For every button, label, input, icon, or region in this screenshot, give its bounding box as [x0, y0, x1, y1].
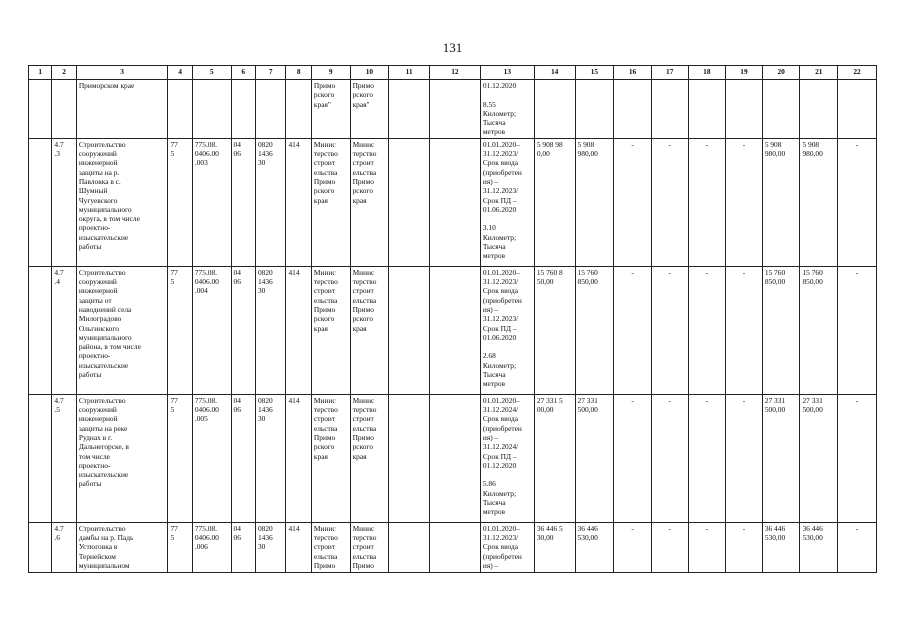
column-header-4: 4 — [168, 66, 192, 80]
table-cell: 5 908 98 0,00 — [534, 138, 575, 266]
table-cell: 0820 1436 30 — [255, 138, 286, 266]
column-header-21: 21 — [800, 66, 838, 80]
table-cell: Примо рского края" — [350, 80, 389, 139]
table-cell: 414 — [286, 138, 311, 266]
table-cell — [534, 80, 575, 139]
column-header-13: 13 — [480, 66, 534, 80]
table-cell — [726, 80, 763, 139]
table-cell: Строительство сооружений инженерной защиты на р. Павловка в с. Шумный Чугуевского муниципального округа, в том числе проектно- изыскательские работы — [76, 138, 168, 266]
table-cell: 04 06 — [231, 138, 255, 266]
table-cell: 27 331 500,00 — [800, 394, 838, 522]
table-cell: Минис терство строит ельства Примо — [311, 522, 350, 572]
table-cell: Строительство сооружений инженерной защиты на реке Руднах в г. Дальнегорске, в том числе проектно- изыскательские работы — [76, 394, 168, 522]
header-row — [29, 66, 877, 80]
table-cell — [29, 394, 52, 522]
table-cell: Строительство дамбы на р. Падь Устюговка в Тернейском муниципальном — [76, 522, 168, 572]
column-header-22: 22 — [838, 66, 877, 80]
table-cell: 0820 1436 30 — [255, 394, 286, 522]
table-cell — [29, 138, 52, 266]
table-cell — [762, 80, 800, 139]
table-cell: - — [726, 522, 763, 572]
table-cell: - — [838, 138, 877, 266]
table-cell: 0820 1436 30 — [255, 266, 286, 394]
table-cell: 36 446 530,00 — [762, 522, 800, 572]
table-cell: 4.7 .5 — [52, 394, 76, 522]
column-header-14: 14 — [534, 66, 575, 80]
table-cell: 15 760 8 50,00 — [534, 266, 575, 394]
table-cell: 01.01.2020– 31.12.2023/ Срок ввода (приобретен ия) – — [480, 522, 534, 572]
table-cell: - — [651, 394, 688, 522]
table-cell: - — [688, 138, 726, 266]
table-cell: 04 06 — [231, 394, 255, 522]
table-cell: - — [614, 394, 652, 522]
table-cell — [800, 80, 838, 139]
table-row — [29, 394, 877, 522]
table-cell: 27 331 5 00,00 — [534, 394, 575, 522]
table-cell — [429, 522, 480, 572]
table-cell — [29, 522, 52, 572]
table-cell — [389, 80, 430, 139]
table-cell: 0820 1436 30 — [255, 522, 286, 572]
table-cell: 4.7 .4 — [52, 266, 76, 394]
table-cell — [389, 394, 430, 522]
table-cell — [651, 80, 688, 139]
table-cell: 775.08. 0406.00 .003 — [192, 138, 231, 266]
table-cell: Минис терство строит ельства Примо рского края — [311, 138, 350, 266]
table-cell: - — [651, 138, 688, 266]
page-number: 131 — [442, 40, 463, 55]
table-cell: 77 5 — [168, 266, 192, 394]
table-cell: Минис терство строит ельства Примо рского края — [350, 138, 389, 266]
column-header-6: 6 — [231, 66, 255, 80]
table-cell — [429, 80, 480, 139]
table-cell: - — [838, 522, 877, 572]
table-cell: Минис терство строит ельства Примо рского края — [311, 266, 350, 394]
column-header-16: 16 — [614, 66, 652, 80]
budget-table — [28, 65, 877, 573]
table-cell — [255, 80, 286, 139]
table-cell: 77 5 — [168, 138, 192, 266]
table-cell: 15 760 850,00 — [575, 266, 614, 394]
column-header-20: 20 — [762, 66, 800, 80]
table-row — [29, 522, 877, 572]
table-row — [29, 80, 877, 139]
table-cell: - — [838, 394, 877, 522]
table-cell: - — [614, 266, 652, 394]
table-cell — [429, 394, 480, 522]
table-cell — [429, 138, 480, 266]
table-cell — [429, 266, 480, 394]
table-cell: 01.01.2020– 31.12.2024/ Срок ввода (приобретен ия) – 31.12.2024/ Срок ПД – 01.12.2020 5.86 Километр; Тысяча метров — [480, 394, 534, 522]
table-cell: Примо рского края" — [311, 80, 350, 139]
table-cell: 36 446 530,00 — [800, 522, 838, 572]
table-cell: 414 — [286, 394, 311, 522]
table-cell: - — [651, 522, 688, 572]
table-cell: 15 760 850,00 — [800, 266, 838, 394]
table-cell: - — [726, 266, 763, 394]
table-cell: 04 06 — [231, 266, 255, 394]
table-cell: - — [614, 522, 652, 572]
table-cell: 5 908 980,00 — [762, 138, 800, 266]
table-cell: Минис терство строит ельства Примо рского края — [350, 394, 389, 522]
table-cell — [614, 80, 652, 139]
table-cell: 414 — [286, 266, 311, 394]
table-cell: 77 5 — [168, 394, 192, 522]
table-cell — [192, 80, 231, 139]
table-cell: 77 5 — [168, 522, 192, 572]
table-cell: 01.01.2020– 31.12.2023/ Срок ввода (приобретен ия) – 31.12.2023/ Срок ПД – 01.06.2020 3.10 Километр; Тысяча метров — [480, 138, 534, 266]
table-row — [29, 266, 877, 394]
table-cell: 414 — [286, 522, 311, 572]
table-cell — [389, 138, 430, 266]
table-cell: - — [614, 138, 652, 266]
table-cell — [389, 522, 430, 572]
column-header-12: 12 — [429, 66, 480, 80]
column-header-3: 3 — [76, 66, 168, 80]
column-header-18: 18 — [688, 66, 726, 80]
column-header-11: 11 — [389, 66, 430, 80]
table-cell: 36 446 5 30,00 — [534, 522, 575, 572]
table-cell: Минис терство строит ельства Примо рского края — [350, 266, 389, 394]
table-cell: - — [688, 394, 726, 522]
table-cell — [838, 80, 877, 139]
table-cell: 775.08. 0406.00 .004 — [192, 266, 231, 394]
table-cell — [575, 80, 614, 139]
column-header-10: 10 — [350, 66, 389, 80]
table-row — [29, 138, 877, 266]
table-cell — [52, 80, 76, 139]
table-cell: 01.12.2020 8.55 Километр; Тысяча метров — [480, 80, 534, 139]
table-cell: 27 331 500,00 — [762, 394, 800, 522]
table-cell: Минис терство строит ельства Примо — [350, 522, 389, 572]
table-cell — [389, 266, 430, 394]
table-cell: - — [688, 522, 726, 572]
table-cell: 36 446 530,00 — [575, 522, 614, 572]
table-cell: - — [651, 266, 688, 394]
table-cell: 5 908 980,00 — [800, 138, 838, 266]
column-header-15: 15 — [575, 66, 614, 80]
table-cell: 15 760 850,00 — [762, 266, 800, 394]
table-cell: 775.08. 0406.00 .006 — [192, 522, 231, 572]
table-cell — [286, 80, 311, 139]
table-cell: 27 331 500,00 — [575, 394, 614, 522]
column-header-17: 17 — [651, 66, 688, 80]
table-cell — [231, 80, 255, 139]
column-header-2: 2 — [52, 66, 76, 80]
table-cell: 04 06 — [231, 522, 255, 572]
column-header-1: 1 — [29, 66, 52, 80]
table-cell — [688, 80, 726, 139]
table-cell: Минис терство строит ельства Примо рского края — [311, 394, 350, 522]
table-cell: - — [838, 266, 877, 394]
table-cell — [29, 80, 52, 139]
table-cell: 4.7 .6 — [52, 522, 76, 572]
column-header-8: 8 — [286, 66, 311, 80]
table-cell: - — [726, 394, 763, 522]
table-cell: 5 908 980,00 — [575, 138, 614, 266]
table-cell: 01.01.2020– 31.12.2023/ Срок ввода (приобретен ия) – 31.12.2023/ Срок ПД – 01.06.2020 2.68 Километр; Тысяча метров — [480, 266, 534, 394]
table-cell: 775.08. 0406.00 .005 — [192, 394, 231, 522]
table-cell: - — [726, 138, 763, 266]
column-header-5: 5 — [192, 66, 231, 80]
table-cell — [168, 80, 192, 139]
table-cell — [29, 266, 52, 394]
table-cell: Приморском крае — [76, 80, 168, 139]
column-header-7: 7 — [255, 66, 286, 80]
table-cell: - — [688, 266, 726, 394]
table-cell: 4.7 .3 — [52, 138, 76, 266]
column-header-9: 9 — [311, 66, 350, 80]
table-cell: Строительство сооружений инженерной защиты от наводнений села Милоградово Ольгинского муниципального района, в том числе проектно- изыскательские работы — [76, 266, 168, 394]
column-header-19: 19 — [726, 66, 763, 80]
